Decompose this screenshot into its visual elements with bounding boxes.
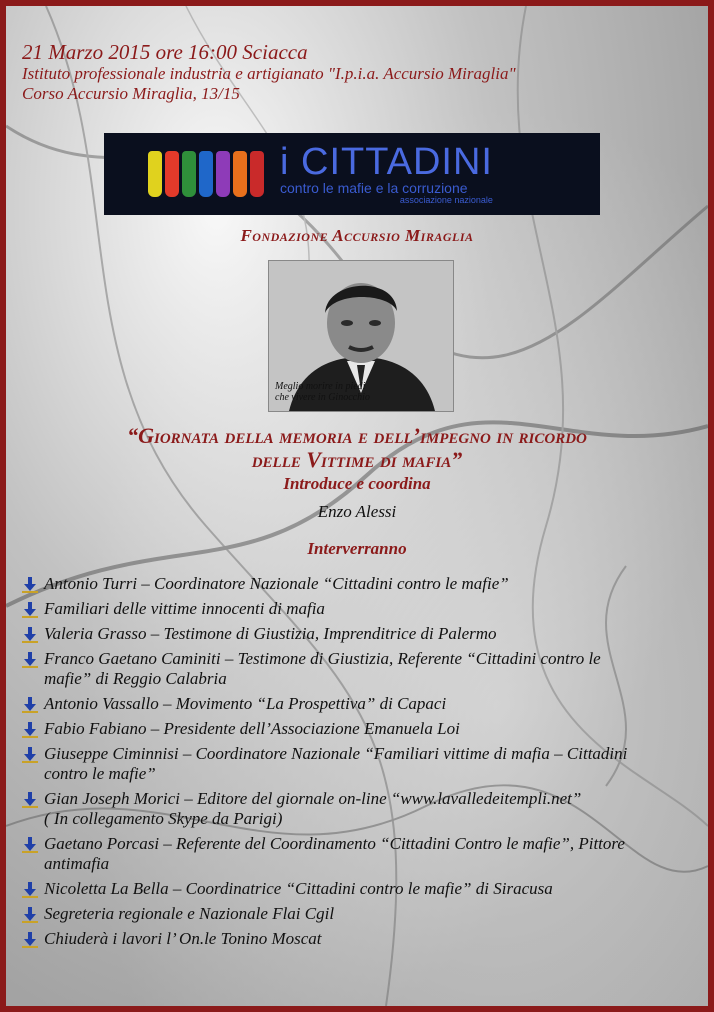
speaker-text: Antonio Vassallo – Movimento “La Prospettiva” di Capaci: [44, 694, 447, 713]
speaker-text-continued: contro le mafie”: [44, 764, 156, 783]
speaker-text: Segreteria regionale e Nazionale Flai Cgil: [44, 904, 335, 923]
speaker-text: Giuseppe Ciminnisi – Coordinatore Nazionale “Familiari vittime di mafia – Cittadini: [44, 744, 628, 763]
moderator-name: Enzo Alessi: [317, 502, 397, 521]
logo-small-text: associazione nazionale: [399, 195, 493, 205]
speaker-text: Fabio Fabiano – Presidente dell’Associazione Emanuela Loi: [44, 719, 460, 738]
speaker-item: [20, 599, 702, 619]
speaker-list: [20, 574, 702, 954]
arrow-bullet-icon: [22, 792, 38, 808]
arrow-bullet-icon: [22, 932, 38, 948]
speaker-text: Gian Joseph Morici – Editore del giornale on-line “www.lavalledeitempli.net”: [44, 789, 582, 808]
speaker-item: [20, 879, 702, 899]
event-title-line: delle Vittime di mafia”: [251, 447, 463, 472]
logo-stripe: [182, 151, 196, 197]
speaker-text-continued: antimafia: [44, 854, 110, 873]
speaker-text-continued: mafie” di Reggio Calabria: [44, 669, 227, 688]
intro-label: Introduce e coordina: [283, 474, 431, 493]
arrow-bullet-icon: [22, 577, 38, 593]
speaker-item: [20, 904, 702, 924]
arrow-bullet-icon: [22, 722, 38, 738]
event-address: Corso Accursio Miraglia, 13/15: [22, 84, 240, 103]
speakers-heading: Interverranno: [307, 539, 407, 558]
arrow-bullet-icon: [22, 652, 38, 668]
arrow-bullet-icon: [22, 837, 38, 853]
arrow-bullet-icon: [22, 747, 38, 763]
speaker-text: Valeria Grasso – Testimone di Giustizia, Imprenditrice di Palermo: [44, 624, 497, 643]
speaker-item: [20, 789, 702, 829]
foundation-name: Fondazione Accursio Miraglia: [240, 226, 474, 245]
logo-subtitle: contro le mafie e la corruzione: [280, 180, 468, 196]
logo-stripe: [250, 151, 264, 197]
logo-color-stripes: [148, 151, 264, 197]
speaker-text: Familiari delle vittime innocenti di mafia: [44, 599, 325, 618]
logo-text: [280, 143, 493, 205]
logo-title: i CITTADINI: [280, 141, 493, 183]
speaker-item: [20, 574, 702, 594]
speaker-text-continued: ( In collegamento Skype da Parigi): [44, 809, 283, 828]
speaker-item: [20, 929, 702, 949]
logo-stripe: [165, 151, 179, 197]
arrow-bullet-icon: [22, 907, 38, 923]
speaker-text: Chiuderà i lavori l’ On.le Tonino Moscat: [44, 929, 322, 948]
arrow-bullet-icon: [22, 627, 38, 643]
event-header: [22, 40, 516, 104]
logo-stripe: [199, 151, 213, 197]
speaker-item: [20, 624, 702, 644]
speaker-text: Nicoletta La Bella – Coordinatrice “Cittadini contro le mafie” di Siracusa: [44, 879, 553, 898]
logo-stripe: [148, 151, 162, 197]
speaker-item: [20, 694, 702, 714]
speaker-text: Antonio Turri – Coordinatore Nazionale “Cittadini contro le mafie”: [44, 574, 509, 593]
logo-stripe: [233, 151, 247, 197]
portrait-photo: [268, 260, 454, 412]
cittadini-logo: [104, 133, 600, 215]
portrait-caption-line: Meglio morire in piedi: [275, 381, 366, 392]
event-title: [6, 424, 708, 472]
speaker-item: [20, 834, 702, 874]
portrait-caption-line: che vivere in Ginocchio: [275, 392, 370, 403]
event-date: 21 Marzo 2015 ore 16:00 Sciacca: [22, 40, 308, 64]
speaker-item: [20, 719, 702, 739]
arrow-bullet-icon: [22, 882, 38, 898]
arrow-bullet-icon: [22, 602, 38, 618]
event-venue: Istituto professionale industria e artigianato "I.p.i.a. Accursio Miraglia": [22, 64, 516, 83]
arrow-bullet-icon: [22, 697, 38, 713]
speaker-text: Gaetano Porcasi – Referente del Coordinamento “Cittadini Contro le mafie”, Pittore: [44, 834, 625, 853]
portrait-caption: [275, 381, 370, 403]
speaker-text: Franco Gaetano Caminiti – Testimone di Giustizia, Referente “Cittadini contro le: [44, 649, 601, 668]
speaker-item: [20, 744, 702, 784]
speaker-item: [20, 649, 702, 689]
logo-stripe: [216, 151, 230, 197]
event-title-line: “Giornata della memoria e dell’impegno in ricordo: [127, 423, 587, 448]
